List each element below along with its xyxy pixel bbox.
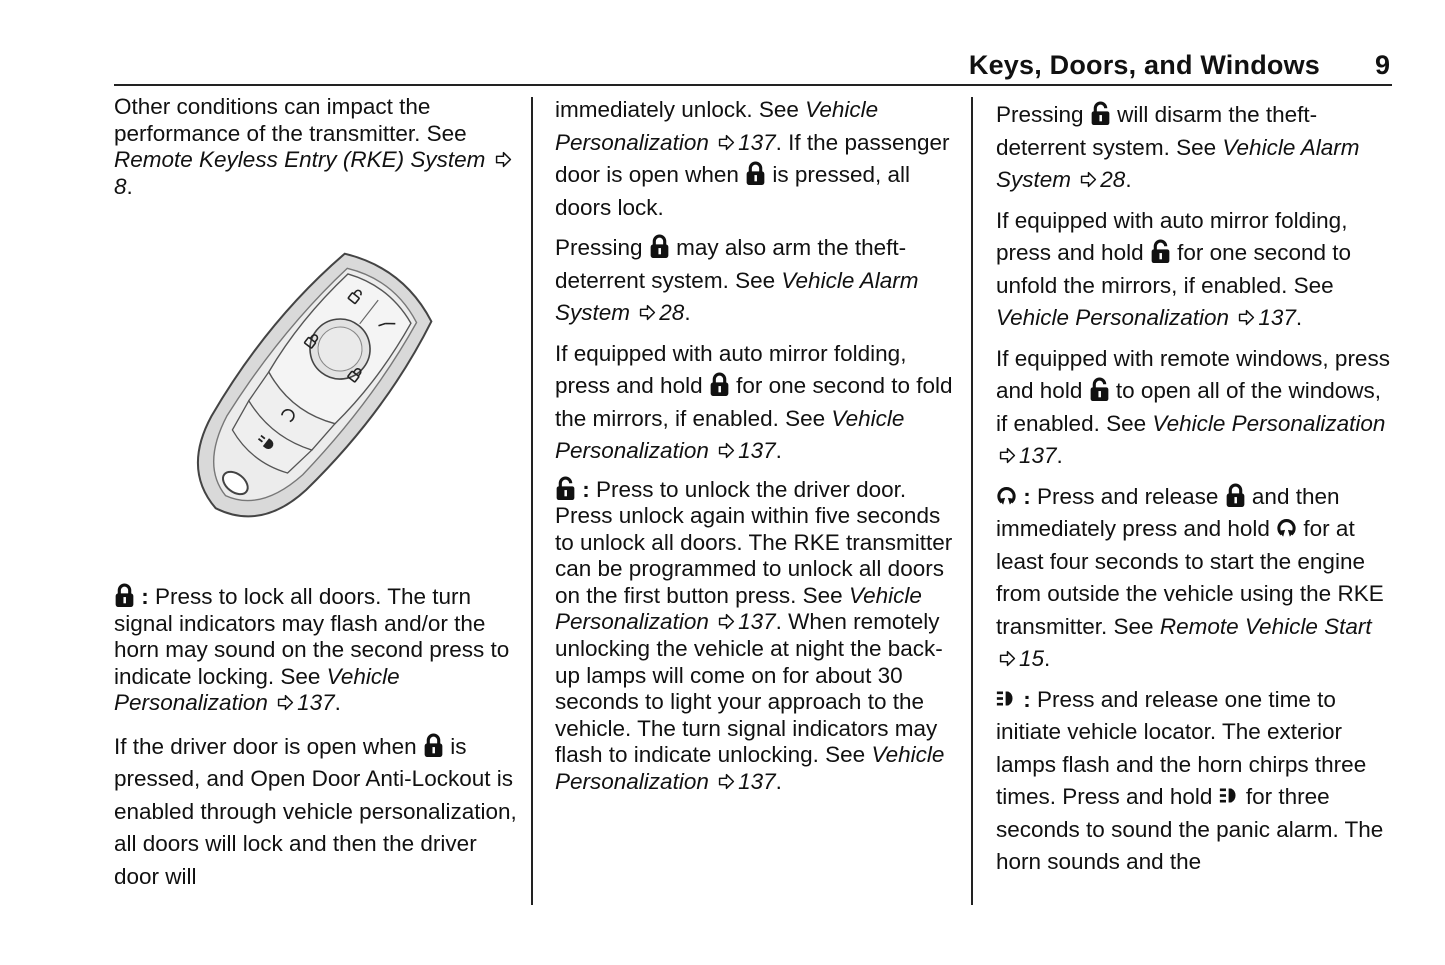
section-title: Keys, Doors, and Windows [968, 50, 1320, 80]
xref-vehicle-personalization[interactable]: Vehicle Personalization [114, 663, 400, 716]
page-number: 9 [1374, 50, 1390, 80]
remote-start-icon [996, 483, 1017, 508]
page-ref-arrow-icon [277, 694, 294, 711]
column-divider [971, 97, 973, 905]
xref-page[interactable]: 137 [738, 129, 776, 155]
page-ref-arrow-icon [999, 650, 1016, 667]
paragraph-lock-button: : Press to lock all doors. The turn signal indicators may flash and/or the horn may sound on the second press to indicate locking. See Vehicle Personalization 137. [114, 584, 510, 716]
page-ref-arrow-icon [718, 613, 735, 630]
xref-page[interactable]: 137 [738, 769, 776, 795]
page-ref-arrow-icon [1080, 171, 1097, 188]
paragraph-fold-mirrors: If equipped with auto mirror folding, press and hold for one second to fold the mirrors, if enabled. See Vehicle Personalization 137. [555, 340, 953, 463]
xref-page[interactable]: 137 [738, 609, 776, 635]
xref-page[interactable]: 28 [659, 300, 685, 325]
xref-page[interactable]: 137 [738, 438, 776, 463]
page-ref-arrow-icon [495, 151, 512, 168]
xref-page[interactable]: 15 [1019, 646, 1045, 671]
xref-page[interactable]: 8 [114, 173, 127, 199]
paragraph-panic: : Press and release one time to initiate vehicle locator. The exterior lamps flash and the horn chirps three times. Press and hold for three seconds to sound the panic alarm. The horn sounds and the [996, 686, 1384, 874]
page-ref-arrow-icon [718, 134, 735, 151]
remote-start-icon [1276, 515, 1297, 540]
column-right [996, 99, 1396, 887]
unlock-icon [555, 476, 576, 501]
xref-vehicle-personalization[interactable]: Vehicle Personalization [555, 405, 905, 463]
panic-alarm-icon [996, 686, 1017, 711]
column-left [114, 94, 519, 208]
paragraph-anti-lockout: If the driver door is open when is pressed, and Open Door Anti-Lockout is enabled through vehicle personalization, all doors will lock and then the driver door will [114, 733, 517, 889]
unlock-icon [1089, 377, 1110, 402]
paragraph-arm-theft: Pressing may also arm the theft-deterrent system. See Vehicle Alarm System 28. [555, 235, 919, 325]
page-ref-arrow-icon [639, 304, 656, 321]
unlock-icon [1150, 239, 1171, 264]
xref-rke-system[interactable]: Remote Keyless Entry (RKE) System [114, 147, 486, 173]
column-left-lower [114, 583, 519, 901]
xref-remote-start[interactable]: Remote Vehicle Start [1159, 613, 1372, 639]
column-divider [531, 97, 533, 905]
lock-icon [649, 234, 670, 259]
xref-vehicle-personalization[interactable]: Vehicle Personalization [996, 305, 1230, 330]
page-ref-arrow-icon [1238, 309, 1255, 326]
paragraph-transmitter: Other conditions can impact the performance of the transmitter. See Remote Keyless Entry (RKE) System 8. [114, 94, 519, 200]
column-middle [555, 94, 955, 804]
xref-vehicle-alarm[interactable]: Vehicle Alarm System [555, 267, 919, 325]
paragraph-disarm: Pressing will disarm the theft-deterrent system. See Vehicle Alarm System 28. [996, 102, 1360, 192]
paragraph-unlock-continued: immediately unlock. See Vehicle Personalization 137. If the passenger door is open when is pressed, all doors lock. [555, 97, 950, 220]
xref-vehicle-alarm[interactable]: Vehicle Alarm System [996, 134, 1360, 192]
xref-vehicle-personalization[interactable]: Vehicle Personalization [555, 582, 922, 635]
paragraph-remote-start: : Press and release and then immediately press and hold for at least four seconds to start the engine from outside the vehicle using the RKE transmitter. See Remote Vehicle Start 15. [996, 483, 1384, 671]
lock-icon [114, 583, 135, 608]
page-ref-arrow-icon [999, 447, 1016, 464]
page-ref-arrow-icon [718, 442, 735, 459]
xref-vehicle-personalization[interactable]: Vehicle Personalization [555, 742, 945, 795]
paragraph-unfold-mirrors: If equipped with auto mirror folding, press and hold for one second to unfold the mirrors, if enabled. See Vehicle Personalization 137. [996, 207, 1352, 330]
lock-icon [709, 372, 730, 397]
xref-page[interactable]: 28 [1100, 167, 1126, 192]
lock-icon [745, 161, 766, 186]
page-ref-arrow-icon [718, 773, 735, 790]
lock-icon [1225, 483, 1246, 508]
unlock-icon [1090, 101, 1111, 126]
paragraph-unlock-button: : Press to unlock the driver door. Press unlock again within five seconds to unlock all doors. The RKE transmitter can be programmed to unlock all doors on the first button press. See Vehicle Personalization 137. When remotely unlocking the vehicle at night the back-up lamps will come on for about 30 seconds to light your approach to the vehicle. The turn signal indicators may flash to indicate unlocking. See Vehicle Personalization 137. [555, 476, 953, 795]
xref-vehicle-personalization[interactable]: Vehicle Personalization [555, 97, 879, 155]
xref-page[interactable]: 137 [1019, 443, 1057, 468]
xref-page[interactable]: 137 [1258, 305, 1296, 330]
page-header [114, 44, 1392, 86]
key-fob-illustration [168, 240, 453, 545]
xref-vehicle-personalization[interactable]: Vehicle Personalization [1152, 410, 1386, 436]
panic-alarm-icon [1219, 783, 1240, 808]
paragraph-remote-windows: If equipped with remote windows, press and hold to open all of the windows, if enabled. See Vehicle Personalization 137. [996, 345, 1390, 468]
lock-icon [423, 733, 444, 758]
xref-page[interactable]: 137 [297, 690, 335, 716]
